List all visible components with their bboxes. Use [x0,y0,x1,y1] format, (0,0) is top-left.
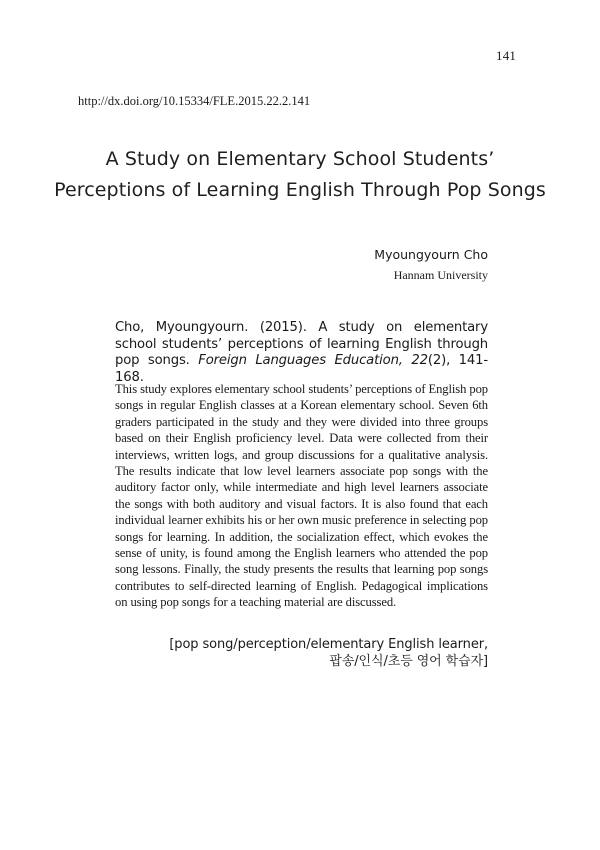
keywords [169,636,488,670]
keywords-korean: 팝송/인식/초등 영어 학습자] [329,654,488,669]
abstract: This study explores elementary school students’ perceptions of English pop songs in regular English classes at a Korean elementary school. Seven 6th graders participated in the study and they were divided into three groups based on their English proficiency level. Data were collected from their interviews, written logs, and group discussions for a qualitative analysis. The results indicate that low level learners associate pop songs with the auditory factor only, while intermediate and high level learners associate the songs with both auditory and visual factors. It is also found that each individual learner exhibits his or her own music preference in selecting pop songs for learning. In addition, the socialization effect, which evokes the sense of unity, is found among the English learners who attended the pop song lessons. Finally, the study presents the results that learning pop songs contributes to self-directed learning of English. Pedagogical implications on using pop songs for a teaching material are discussed. [115,382,488,610]
citation [115,320,488,386]
author-name: Myoungyourn Cho [374,247,488,262]
title-line-2: Perceptions of Learning English Through Pop Songs [54,179,546,201]
author-affiliation: Hannam University [393,268,488,282]
citation-journal: Foreign Languages Education, 22 [198,353,428,368]
paper-title [40,144,560,206]
page-number: 141 [496,48,517,63]
citation-issue-pages: (2), 141-168. [115,353,488,385]
keywords-english: [pop song/perception/elementary English learner, [169,637,488,652]
doi-link[interactable]: http://dx.doi.org/10.15334/FLE.2015.22.2.141 [78,94,311,108]
citation-prefix: Cho, Myoungyourn. (2015). A study on elementary school students’ perceptions of learning English through pop songs. [115,320,488,368]
title-line-1: A Study on Elementary School Students’ [105,148,495,170]
author-block [374,245,488,285]
